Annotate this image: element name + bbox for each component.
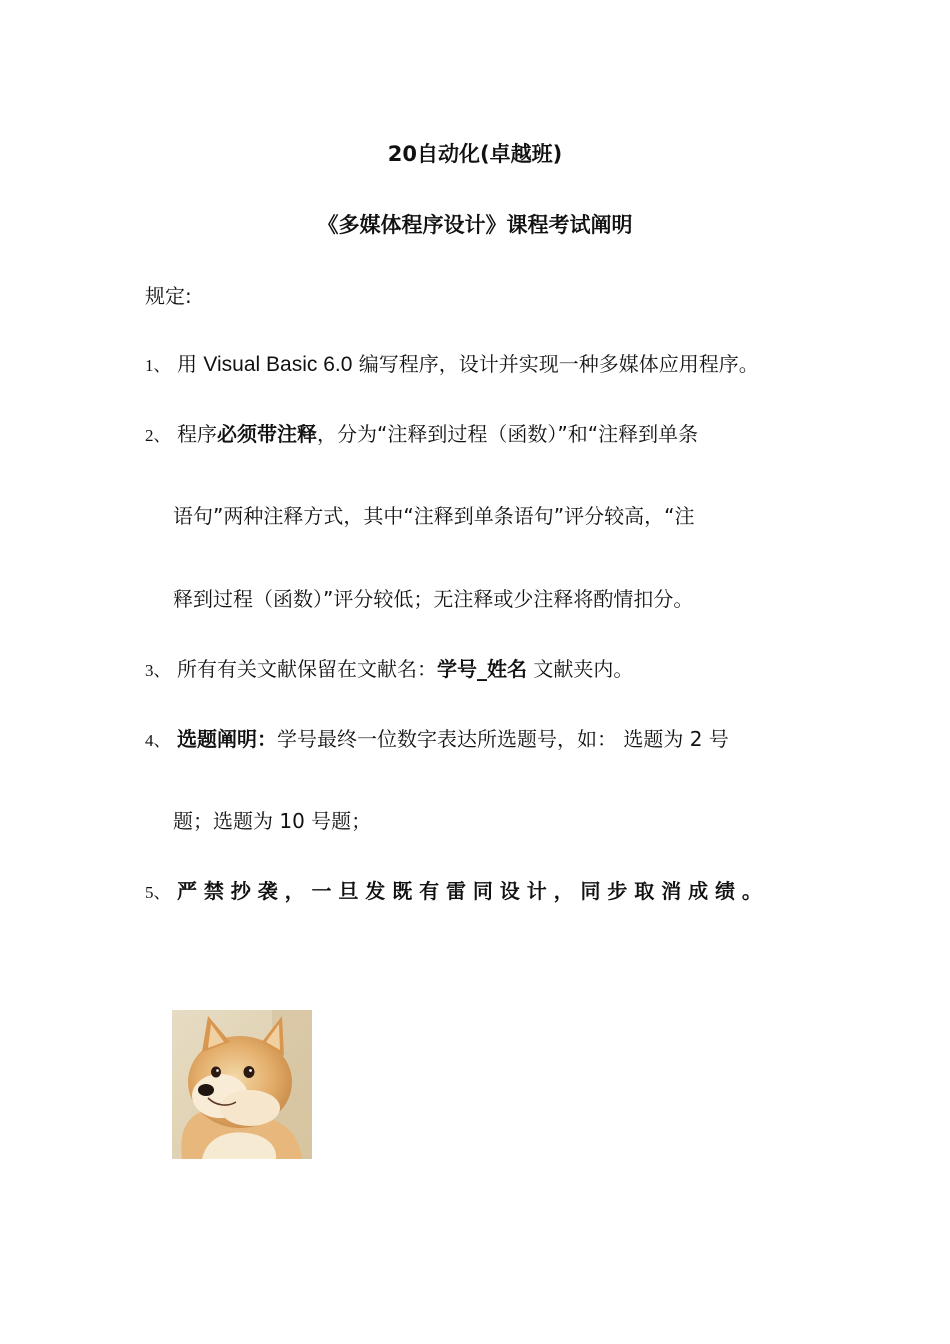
item-text: 学号最终一位数字表达所选题号，如： 选题为 2 号 xyxy=(277,727,729,751)
requirement-item-5 xyxy=(145,875,769,904)
item-text: 用 xyxy=(177,352,204,376)
item-number: 3、 xyxy=(145,661,171,680)
item-number: 5、 xyxy=(145,883,171,902)
item-text: 程序 xyxy=(177,422,217,446)
item-4-line-2: 题；选题为 10 号题； xyxy=(173,809,372,833)
item-text-vb: Visual Basic 6.0 xyxy=(203,353,353,376)
requirement-item-2 xyxy=(145,418,698,447)
item-number: 2、 xyxy=(145,426,171,445)
item-number: 4、 xyxy=(145,731,171,750)
item-text-bold: 选题阐明： xyxy=(177,727,277,751)
requirements-label: 规定: xyxy=(145,284,192,308)
item-text: 文献夹内。 xyxy=(527,657,634,681)
item-text-bold: 严禁抄袭，一旦发既有雷同设计，同步取消成绩。 xyxy=(177,879,769,903)
item-text: 所有有关文献保留在文献名： xyxy=(177,657,437,681)
requirement-item-1 xyxy=(145,348,759,377)
shiba-dog-image xyxy=(172,1010,312,1159)
requirement-item-4 xyxy=(145,723,729,752)
requirement-item-3 xyxy=(145,653,633,682)
item-text: 编写程序，设计并实现一种多媒体应用程序。 xyxy=(352,352,759,376)
item-2-line-3: 释到过程（函数）”评分较低；无注释或少注释将酌情扣分。 xyxy=(173,587,694,611)
item-text: ，分为“注释到过程（函数）”和“注释到单条 xyxy=(317,422,699,446)
item-2-line-2: 语句”两种注释方式，其中“注释到单条语句”评分较高，“注 xyxy=(173,504,695,528)
class-title: 20自动化(卓越班) xyxy=(387,142,563,166)
item-text-bold: 学号_姓名 xyxy=(437,657,527,681)
document-title: 《多媒体程序设计》课程考试阐明 xyxy=(317,213,633,237)
item-text-bold: 必须带注释 xyxy=(217,422,317,446)
item-number: 1、 xyxy=(145,356,171,375)
